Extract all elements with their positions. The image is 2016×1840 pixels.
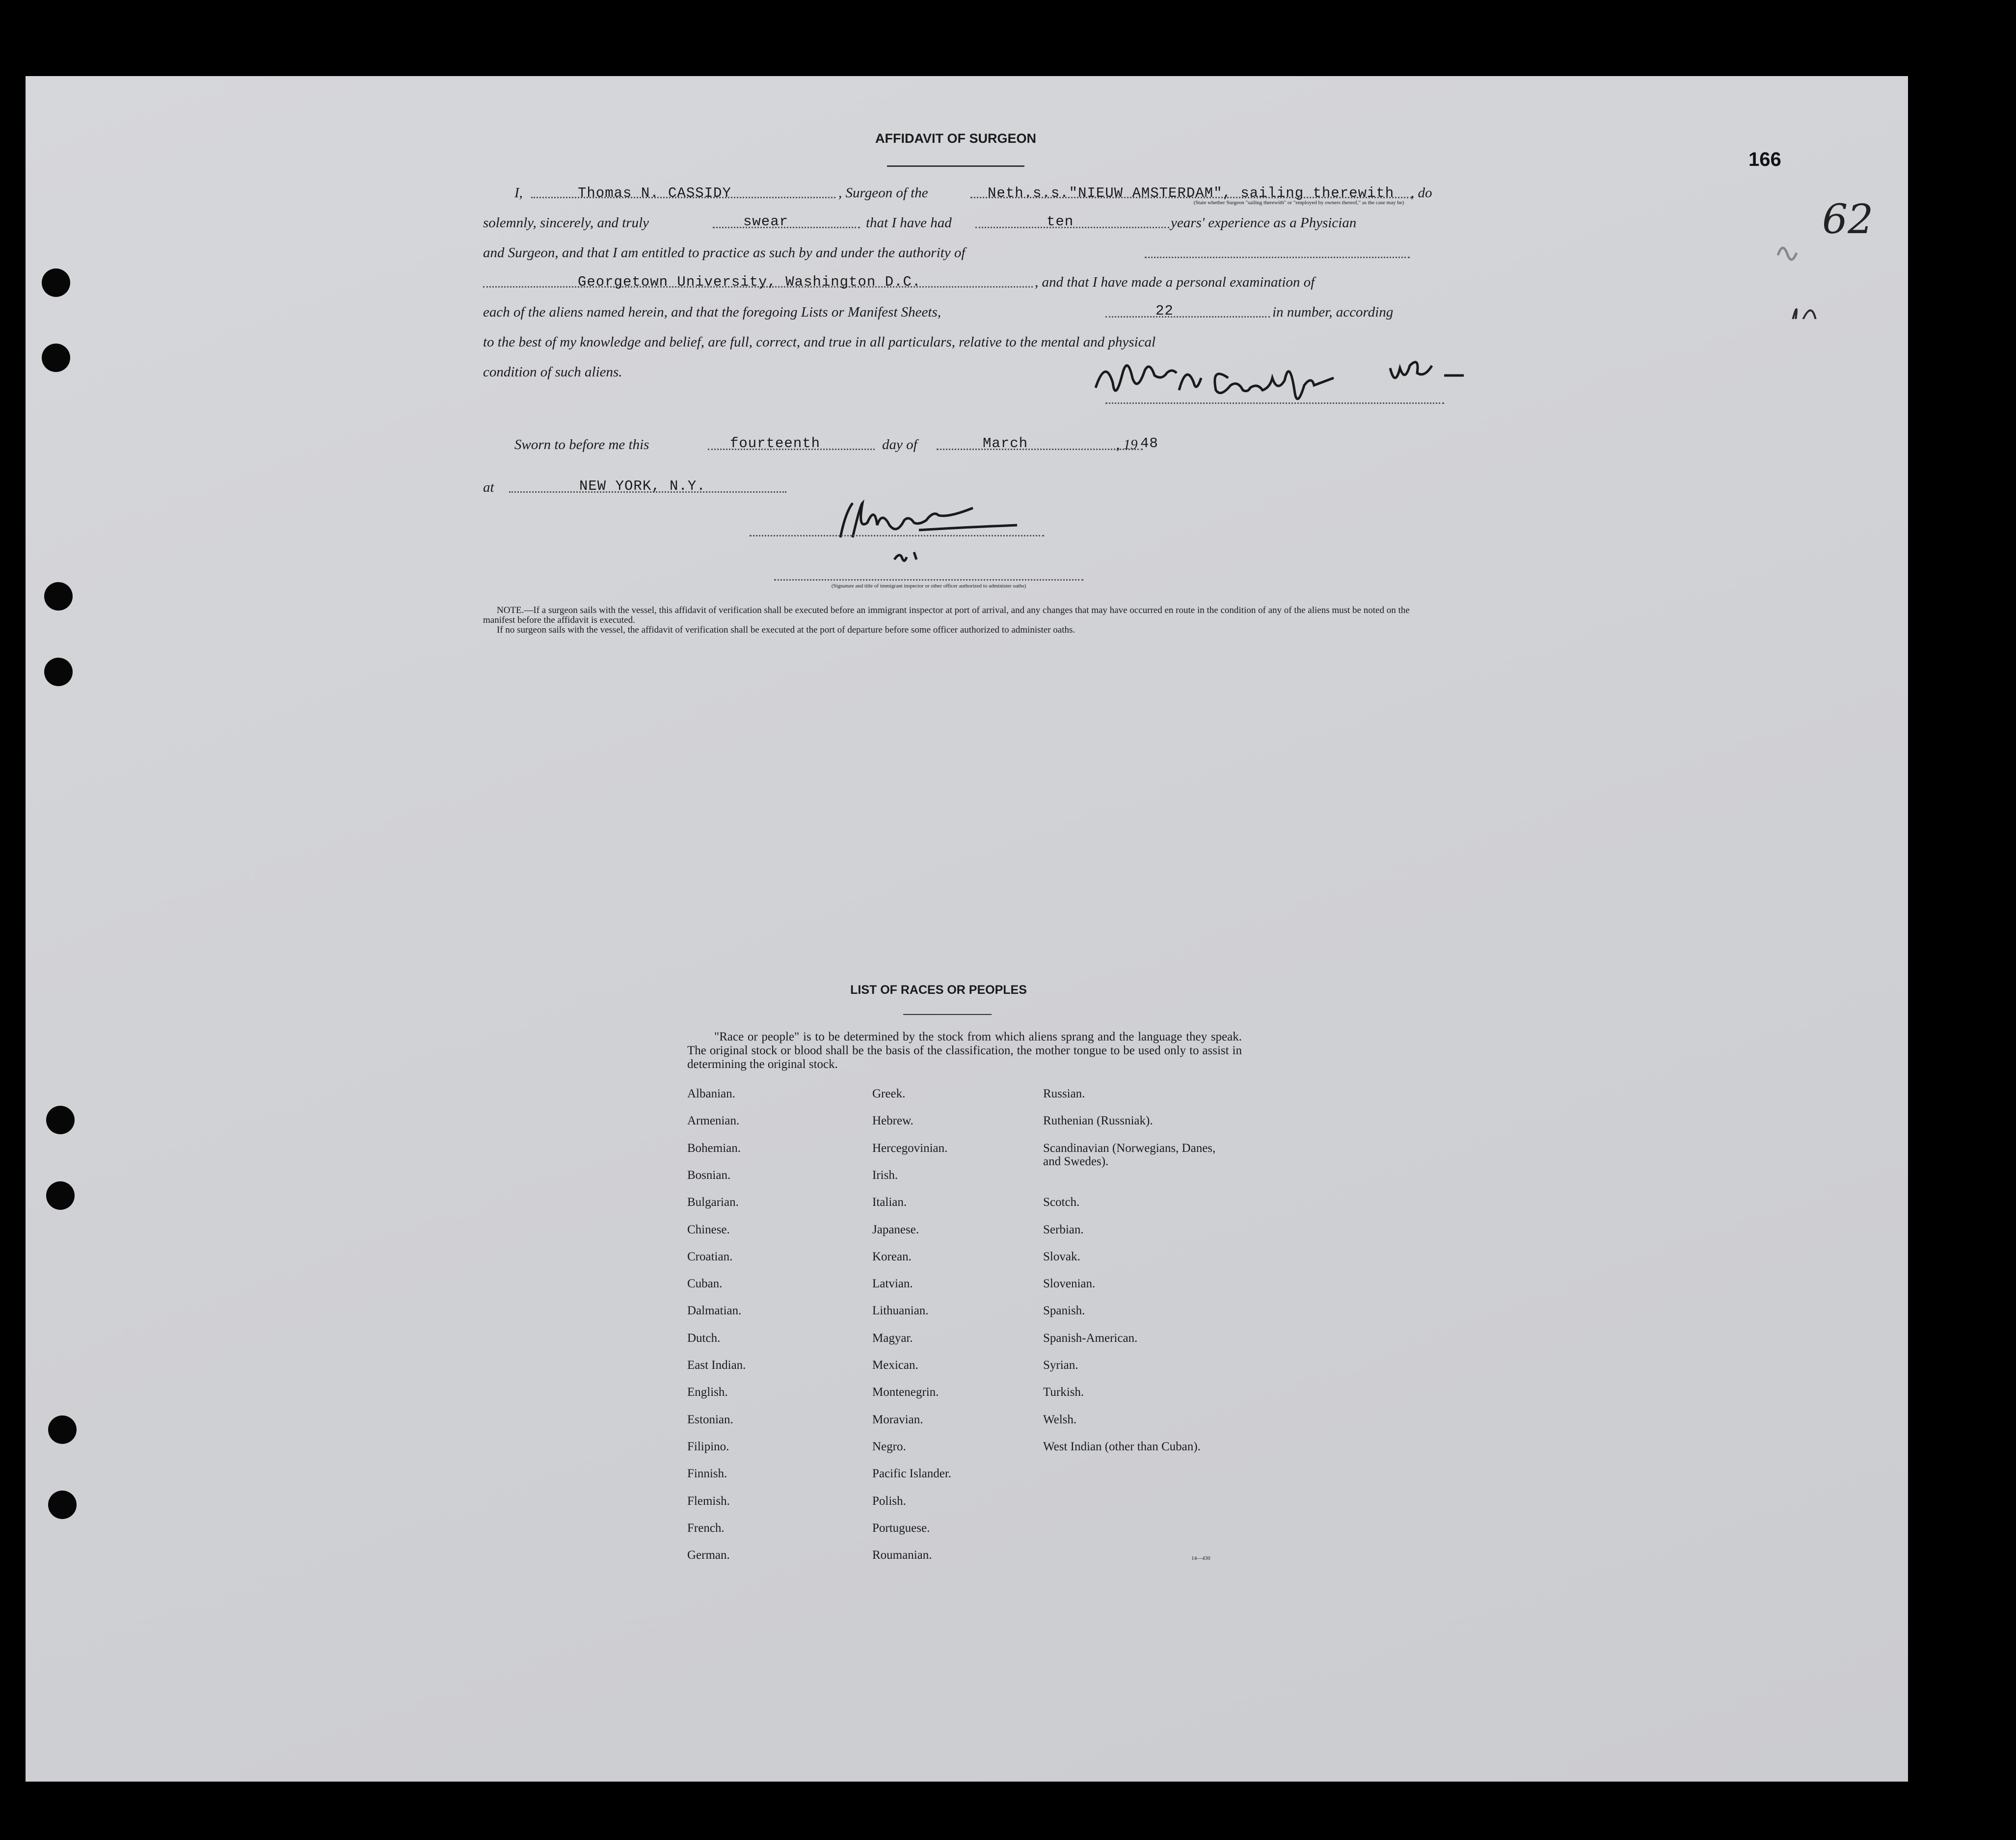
races-title-underline — [903, 1014, 992, 1015]
sworn-mid: day of — [882, 437, 917, 453]
signature-line — [1105, 402, 1444, 404]
race-item: Cuban. — [687, 1277, 723, 1291]
punch-hole — [46, 1106, 75, 1134]
sworn-year-prefix: , 19 — [1116, 437, 1138, 453]
race-item: English. — [687, 1386, 728, 1399]
authority-line-a — [1145, 257, 1410, 258]
document-sheet — [26, 76, 1908, 1782]
officer-title-line — [774, 579, 1083, 581]
race-item: Slovenian. — [1043, 1277, 1096, 1291]
race-item: Lithuanian. — [872, 1304, 929, 1318]
punch-hole — [46, 1181, 75, 1210]
race-item: Bulgarian. — [687, 1196, 739, 1209]
race-item: Scandinavian (Norwegians, Danes, and Swedes). — [1043, 1141, 1216, 1168]
race-item: Roumanian. — [872, 1548, 932, 1562]
race-item: Flemish. — [687, 1494, 730, 1508]
authority-value: Georgetown University, Washington D.C. — [578, 274, 921, 290]
line7: condition of such aliens. — [483, 364, 622, 380]
race-item: Korean. — [872, 1250, 912, 1263]
race-item: East Indian. — [687, 1359, 746, 1372]
race-item: Turkish. — [1043, 1386, 1084, 1399]
race-item: Syrian. — [1043, 1359, 1078, 1372]
vessel-note: (State whether Surgeon "sailing therewith" or "employed by owners thereof," as the case may be) — [1193, 200, 1404, 206]
oath-value: swear — [743, 213, 789, 230]
surgeon-signature — [1086, 348, 1474, 407]
race-item: Magyar. — [872, 1331, 913, 1345]
race-item: Filipino. — [687, 1440, 729, 1453]
officer-signature-line — [750, 535, 1044, 536]
race-item: Armenian. — [687, 1114, 740, 1128]
race-item: Bohemian. — [687, 1141, 741, 1155]
race-item: Welsh. — [1043, 1413, 1077, 1426]
years-value: ten — [1047, 213, 1074, 230]
vessel-name: Neth.s.s."NIEUW AMSTERDAM", sailing therewith — [988, 185, 1395, 201]
sworn-day: fourteenth — [730, 435, 821, 452]
race-item: Latvian. — [872, 1277, 913, 1291]
race-item: Scotch. — [1043, 1196, 1080, 1209]
race-item: Slovak. — [1043, 1250, 1080, 1263]
race-item: Spanish-American. — [1043, 1331, 1138, 1345]
line1-mid: , Surgeon of the — [838, 185, 928, 201]
race-item: Albanian. — [687, 1087, 735, 1100]
race-item: Negro. — [872, 1440, 906, 1453]
at-prefix: at — [483, 480, 494, 495]
race-item: Dutch. — [687, 1331, 721, 1345]
margin-number: 62 — [1822, 196, 1874, 243]
page-number: 166 — [1748, 149, 1781, 170]
line2-prefix: solemnly, sincerely, and truly — [483, 215, 649, 231]
race-item: Irish. — [872, 1168, 898, 1182]
signature-caption: (Signature and title of immigrant inspector or other officer authorized to administer oaths) — [831, 583, 1026, 589]
affidavit-title: AFFIDAVIT OF SURGEON — [875, 131, 1036, 146]
race-item: French. — [687, 1521, 725, 1535]
sworn-month: March — [983, 435, 1028, 452]
handwritten-margin-marks — [1768, 157, 1945, 319]
punch-hole — [44, 582, 73, 611]
note-surgeon-sails: NOTE.—If a surgeon sails with the vessel, this affidavit of verification shall be executed before an immigrant inspector at port of arrival, and any changes that may have occurred en route in the condition of any of the aliens must be noted on the manifest before the affidavit is executed. — [483, 605, 1410, 625]
race-item: Hercegovinian. — [872, 1141, 948, 1155]
line2-mid: that I have had — [866, 215, 952, 231]
sheets-line — [1105, 316, 1270, 318]
sworn-place: NEW YORK, N.Y. — [579, 478, 706, 494]
line5-prefix: each of the aliens named herein, and that the foregoing Lists or Manifest Sheets, — [483, 304, 941, 320]
race-item: Polish. — [872, 1494, 906, 1508]
race-item: Chinese. — [687, 1223, 730, 1236]
form-number: 14—430 — [1191, 1555, 1210, 1561]
punch-hole — [48, 1491, 77, 1519]
race-item: Spanish. — [1043, 1304, 1085, 1318]
race-item: Portuguese. — [872, 1521, 930, 1535]
line4-suffix: , and that I have made a personal examination of — [1035, 274, 1315, 290]
officer-signature — [821, 493, 1047, 562]
punch-hole — [42, 268, 70, 297]
race-item: Montenegrin. — [872, 1386, 939, 1399]
line2-suffix: years' experience as a Physician — [1171, 215, 1357, 231]
sworn-prefix: Sworn to before me this — [514, 437, 649, 453]
line1-prefix: I, — [514, 185, 523, 201]
races-title: LIST OF RACES OR PEOPLES — [850, 983, 1027, 997]
race-item: Pacific Islander. — [872, 1467, 952, 1481]
race-item: Estonian. — [687, 1413, 733, 1426]
race-item: Bosnian. — [687, 1168, 731, 1182]
line6: to the best of my knowledge and belief, are full, correct, and true in all particulars, relative to the mental and physical — [483, 334, 1156, 350]
note-no-surgeon: If no surgeon sails with the vessel, the affidavit of verification shall be executed at the port of departure before some officer authorized to administer oaths. — [497, 625, 1075, 635]
sworn-year: 48 — [1140, 435, 1158, 452]
race-item: Croatian. — [687, 1250, 733, 1263]
punch-hole — [42, 344, 70, 372]
sheets-value: 22 — [1156, 303, 1174, 319]
race-item: Russian. — [1043, 1087, 1085, 1100]
race-item: West Indian (other than Cuban). — [1043, 1440, 1201, 1453]
line3: and Surgeon, and that I am entitled to practice as such by and under the authority of — [483, 245, 966, 261]
race-item: Serbian. — [1043, 1223, 1084, 1236]
month-line — [937, 449, 1143, 450]
race-item: Moravian. — [872, 1413, 923, 1426]
race-item: Finnish. — [687, 1467, 727, 1481]
race-item: Greek. — [872, 1087, 906, 1100]
line5-suffix: in number, according — [1272, 304, 1394, 320]
punch-hole — [48, 1415, 77, 1444]
line1-suffix: , do — [1411, 185, 1432, 201]
punch-hole — [44, 658, 73, 686]
race-item: Italian. — [872, 1196, 907, 1209]
race-item: Hebrew. — [872, 1114, 914, 1128]
race-item: Mexican. — [872, 1359, 918, 1372]
surgeon-name: Thomas N. CASSIDY — [578, 185, 731, 201]
race-item: Japanese. — [872, 1223, 919, 1236]
title-underline — [887, 165, 1024, 167]
race-item: Ruthenian (Russniak). — [1043, 1114, 1153, 1128]
races-intro: "Race or people" is to be determined by the stock from which aliens sprang and the language they speak. The original stock or blood shall be the basis of the classification, the mother tongue to be used only to assist in determining the original stock. — [687, 1030, 1242, 1071]
race-item: Dalmatian. — [687, 1304, 742, 1318]
race-item: German. — [687, 1548, 730, 1562]
